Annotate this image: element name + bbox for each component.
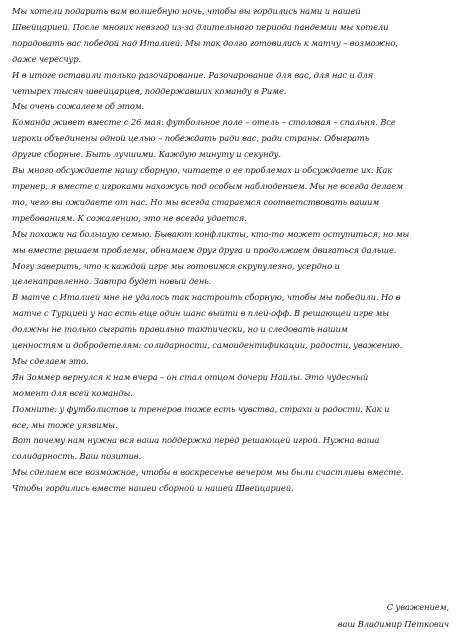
letter-paragraph [12,99,465,115]
letter-paragraph [12,115,465,163]
letter-line: тренер, я вместе с игроками нахожусь под особым наблюдением. Мы не всегда делаем [12,180,403,191]
letter-line: то, чего вы ожидаете от нас. Но мы всегда стараемся соответствовать вашим [12,196,380,207]
letter-line: Помните: у футболистов и тренеров тоже есть чувства, страхи и радости. Как и [12,403,390,414]
letter-paragraph [12,68,465,100]
letter-line: требованиям. К сожалению, это не всегда удается. [12,212,247,223]
letter-paragraph [12,370,465,402]
letter-line: ценностям и добродетелям: солидарности, самоидентификации, радости, уважению. [12,340,403,351]
letter-line: целенаправленно. Завтра будет новый день. [12,276,212,287]
letter-paragraph [12,4,465,68]
letter-paragraph [12,402,465,434]
letter-line: порадовать вас победой над Италией. Мы так долго готовились к матчу – возможно, [12,37,398,48]
letter-line: игроки объединены одной целью – побеждать ради вас, ради страны. Обыграть [12,133,370,144]
letter-paragraph [12,227,465,291]
signature-name: ваш Владимир Петкович [337,619,449,629]
letter-line: четырех тысяч швейцарцев, поддержавших команду в Риме. [12,85,287,96]
letter-line: даже чересчур. [12,53,82,64]
letter-line: Команда живет вместе с 26 мая: футбольное поле – отель – столовая – спальня. Все [12,117,396,128]
letter-paragraph [12,290,465,370]
letter-line: Вы много обсуждаете нашу сборную, читаете о ее проблемах и обсуждаете их. Как [12,165,393,176]
letter-line: В матче с Италией мне не удалось так настроить сборную, чтобы мы победили. Но в [12,292,401,303]
letter-line: И в итоге оставили только разочарование. Разочарование для вас, для нас и для [12,69,374,80]
letter-line: Мы очень сожалеем об этом. [12,101,145,112]
letter-line: момент для всей команды. [12,387,133,398]
letter-line: Вот почему нам нужна вся ваша поддержка перед решающей игрой. Нужна ваша [12,435,380,446]
letter-line: Мы хотели подарить вам волшебную ночь, чтобы вы гордились нами и нашей [12,6,361,16]
letter-line: солидарность. Ваш позитив. [12,451,142,462]
letter-line: Мы сделаем это. [12,355,89,366]
letter-paragraph [12,163,465,227]
letter-line: мы вместе решаем проблемы, обнимаем друг друга и продолжаем двигаться дальше. [12,244,397,255]
letter-paragraph [12,465,465,497]
letter-line: Мы похожи на большую семью. Бывают конфликты, кто-то может оступиться, но мы [12,228,410,239]
letter-line: матче с Турцией у нас есть еще один шанс выйти в плей-офф. В решающей игре мы [12,308,390,319]
letter-line: Швейцарией. После многих невзгод из-за длительного периода пандемии мы хотели [12,21,389,32]
letter-line: Ян Зоммер вернулся к нам вчера – он стал отцом дочери Найлы. Это чудесный [12,371,369,382]
letter-line: Могу заверить, что к каждой игре мы готовимся скрупулезно, усердно и [12,260,340,271]
letter-line: все, мы тоже уязвимы. [12,419,118,430]
signature-greeting: С уважением, [386,602,449,612]
letter-body [12,4,465,497]
letter-line: Чтобы гордились вместе нашей сборной и нашей Швейцарией. [12,483,294,494]
letter-line: другие сборные. Быть лучшими. Каждую минуту и секунду. [12,149,281,160]
letter-paragraph [12,433,465,465]
letter-line: должны не только сыграть правильно тактически, но и следовать нашим [12,324,348,335]
letter-line: Мы сделаем все возможное, чтобы в воскресенье вечером мы были счастливы вместе. [12,467,404,478]
